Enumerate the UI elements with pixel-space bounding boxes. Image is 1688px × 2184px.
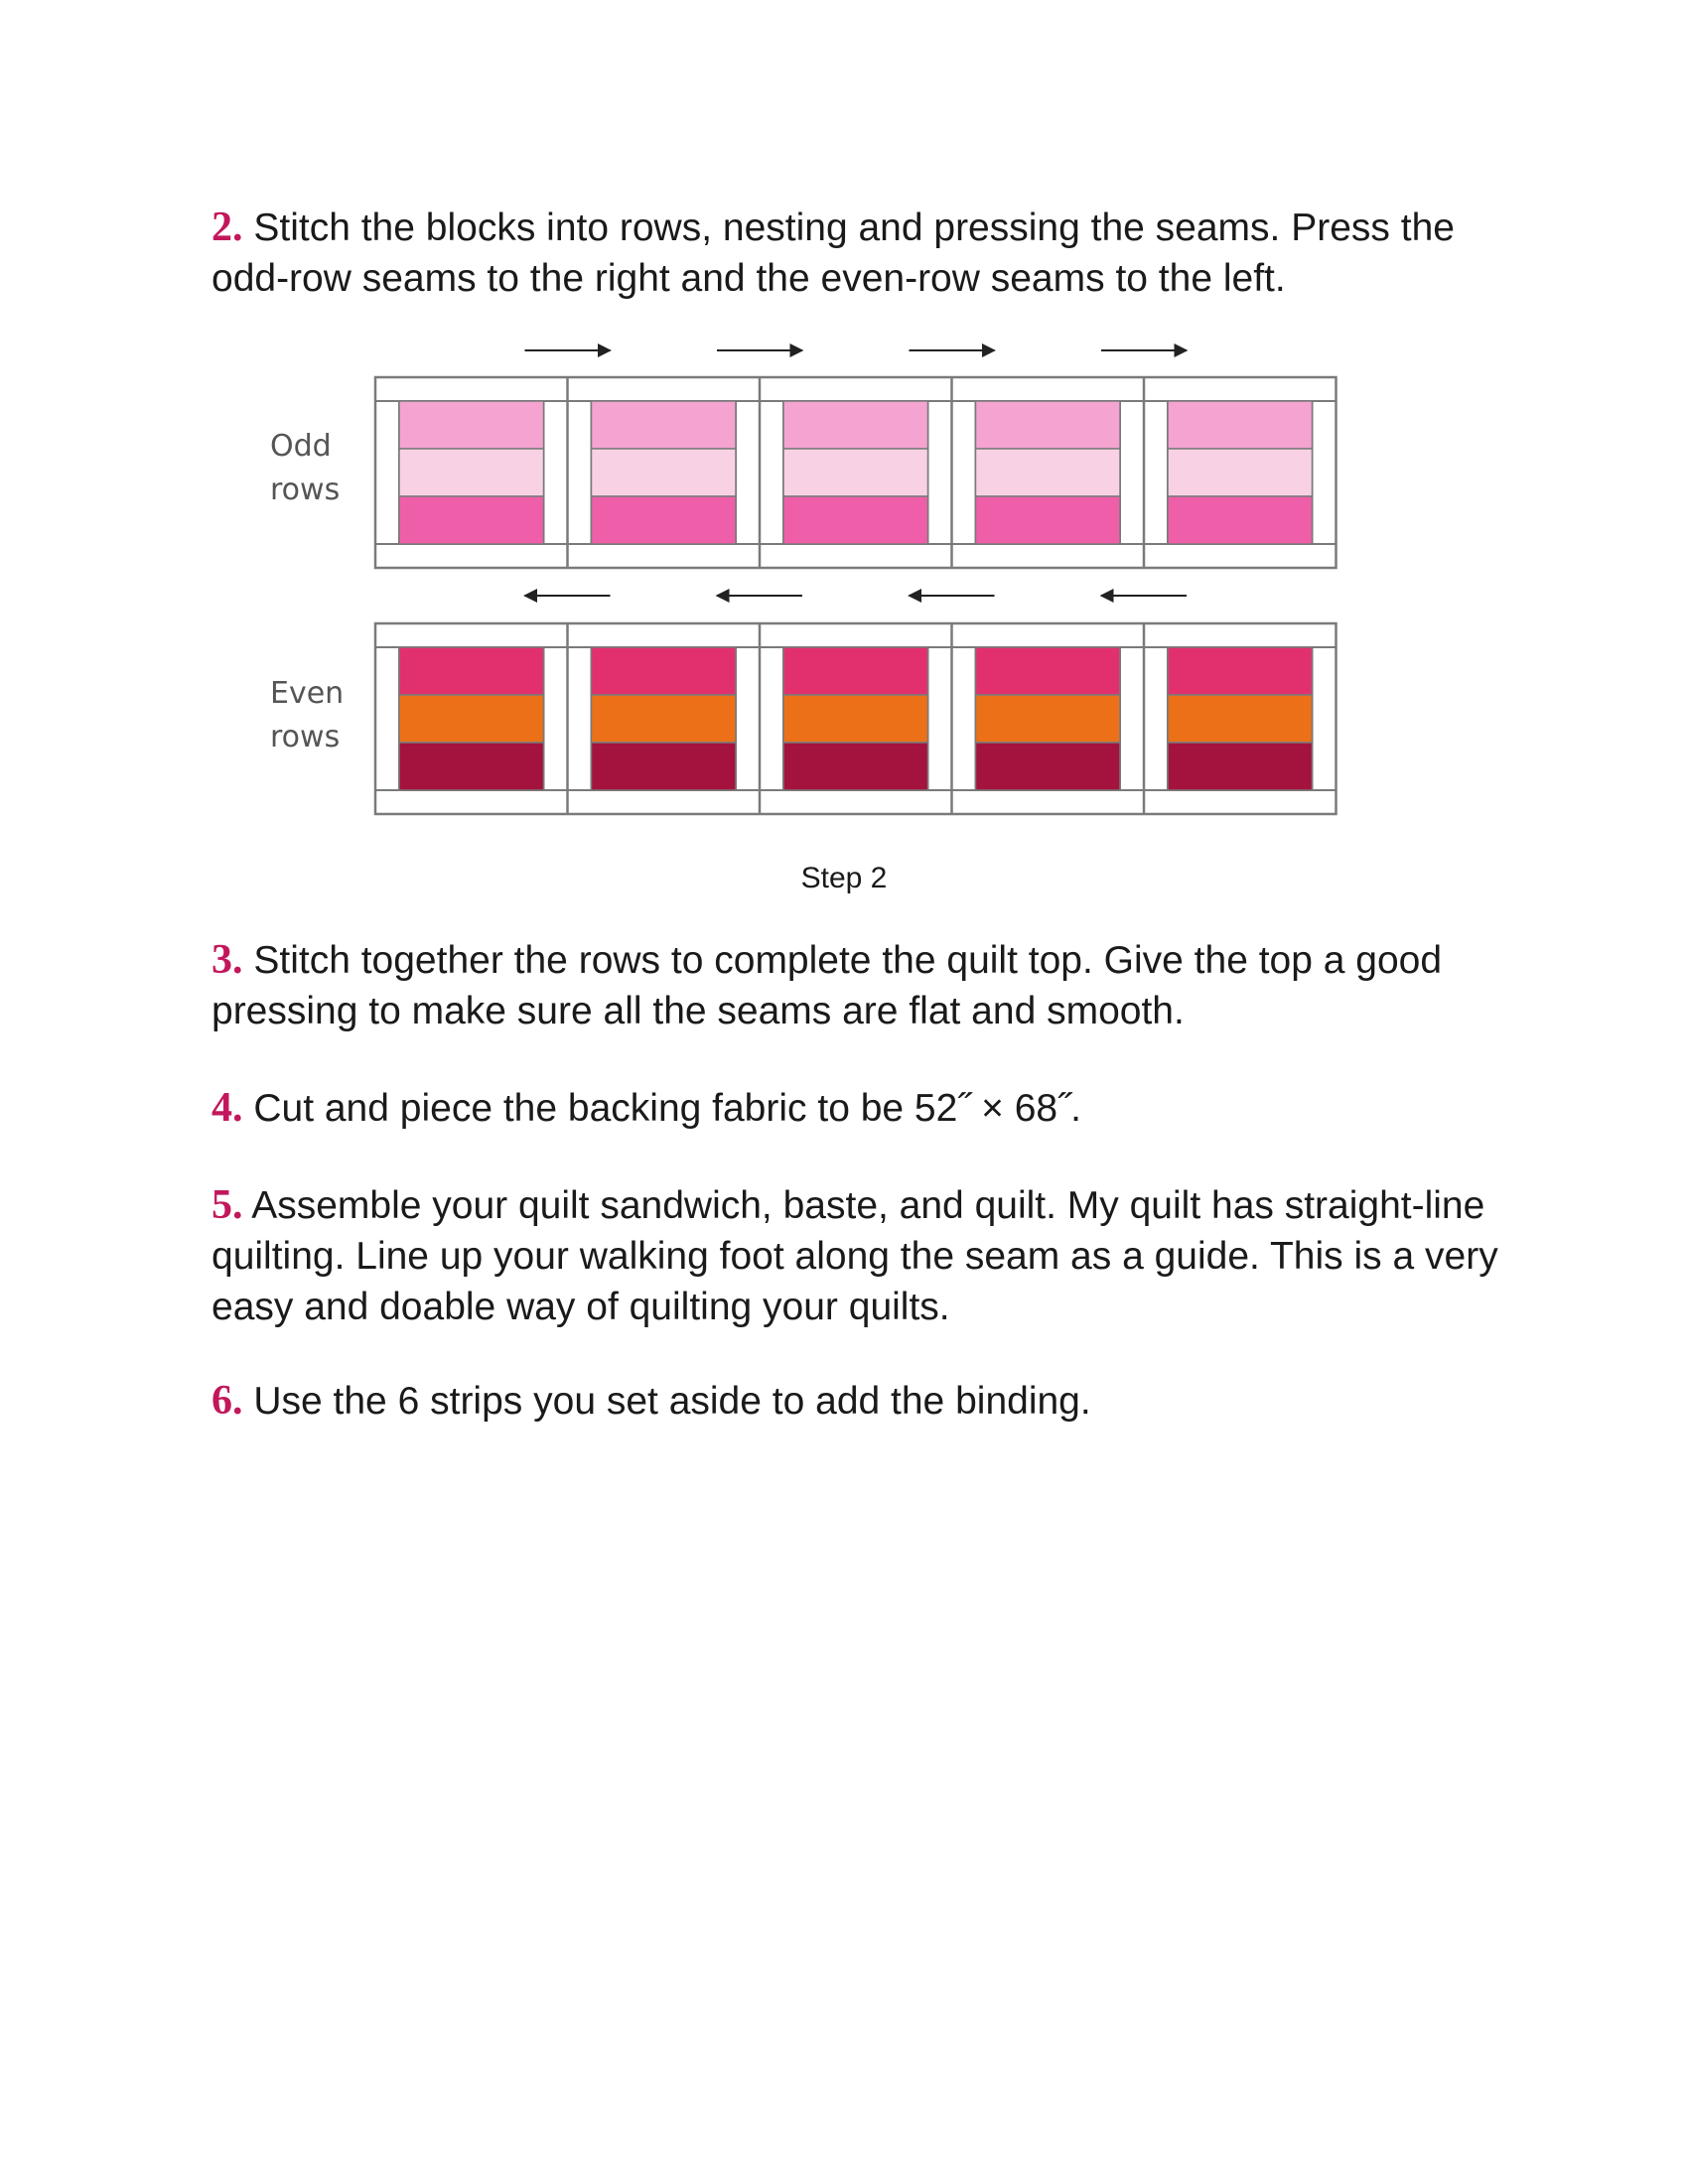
step-6	[211, 1376, 1502, 1427]
odd-row-block-2-strip-3	[592, 496, 737, 544]
even-row-block-4-strip-2	[976, 695, 1121, 743]
odd-row-block-4-strip-1	[976, 401, 1121, 449]
even-row-block-4-strip-1	[976, 647, 1121, 695]
odd-row-block-5-strip-1	[1168, 401, 1313, 449]
even-row-block-3-strip-3	[783, 743, 928, 790]
step-4-number: 4.	[211, 1085, 243, 1131]
step-2	[211, 203, 1502, 304]
even-row	[375, 596, 1336, 814]
step-4-text: Cut and piece the backing fabric to be 52˝ × 68˝.	[253, 1087, 1081, 1130]
step-5-text: Assemble your quilt sandwich, baste, and quilt. My quilt has straight-line quilting. Line up your walking foot along the seam as a guide. This is a very easy and doable way of quilting your quilts.	[211, 1184, 1498, 1328]
even-row-block-1-strip-3	[399, 743, 544, 790]
odd-row-block-3-strip-3	[783, 496, 928, 544]
odd-row-block-4-strip-3	[976, 496, 1121, 544]
even-row-block-3-strip-1	[783, 647, 928, 695]
odd-row-block-2-strip-2	[592, 449, 737, 496]
odd-row	[375, 350, 1336, 568]
odd-row-block-3-strip-2	[783, 449, 928, 496]
step-3-number: 3.	[211, 937, 243, 983]
step-2-number: 2.	[211, 205, 243, 250]
odd-row-block-5-strip-3	[1168, 496, 1313, 544]
step-3	[211, 935, 1502, 1036]
odd-row-block-1-strip-1	[399, 401, 544, 449]
step-6-number: 6.	[211, 1378, 243, 1424]
even-row-block-3-strip-2	[783, 695, 928, 743]
diagram-caption: Step 2	[800, 862, 888, 894]
even-row-block-1-strip-2	[399, 695, 544, 743]
odd-row-block-3-strip-1	[783, 401, 928, 449]
step-4	[211, 1083, 1502, 1134]
even-row-block-5-strip-3	[1168, 743, 1313, 790]
even-row-block-5-strip-2	[1168, 695, 1313, 743]
odd-row-block-5-strip-2	[1168, 449, 1313, 496]
odd-row-block-4-strip-2	[976, 449, 1121, 496]
step-6-text: Use the 6 strips you set aside to add the binding.	[253, 1380, 1091, 1423]
step-5-number: 5.	[211, 1182, 243, 1228]
even-row-block-2-strip-1	[592, 647, 737, 695]
step-2-diagram	[258, 333, 1350, 829]
odd-row-block-1-strip-3	[399, 496, 544, 544]
even-row-block-4-strip-3	[976, 743, 1121, 790]
step-2-text: Stitch the blocks into rows, nesting and pressing the seams. Press the odd-row seams to the right and the even-row seams to the left.	[211, 206, 1455, 300]
even-rows-label-line1: Even	[270, 676, 345, 711]
odd-row-block-2-strip-1	[592, 401, 737, 449]
even-row-block-1-strip-1	[399, 647, 544, 695]
step-3-text: Stitch together the rows to complete the quilt top. Give the top a good pressing to make sure all the seams are flat and smooth.	[211, 939, 1443, 1032]
even-row-block-2-strip-3	[592, 743, 737, 790]
odd-row-block-1-strip-2	[399, 449, 544, 496]
even-row-block-2-strip-2	[592, 695, 737, 743]
even-row-block-5-strip-1	[1168, 647, 1313, 695]
step-5	[211, 1180, 1502, 1332]
odd-rows-label-line2: rows	[270, 473, 341, 507]
even-rows-label-line2: rows	[270, 720, 341, 754]
odd-rows-label-line1: Odd	[270, 429, 332, 464]
